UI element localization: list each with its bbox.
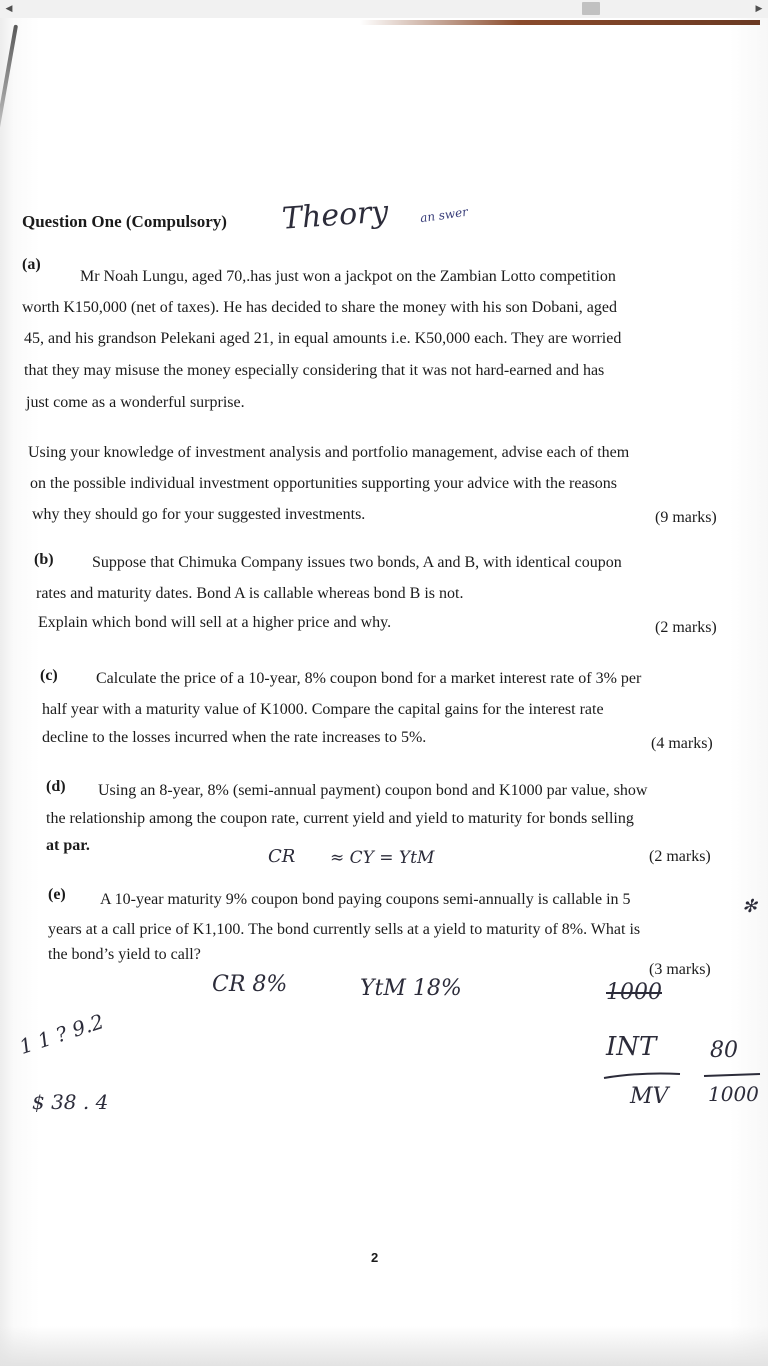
horizontal-scrollbar[interactable] [0,0,768,19]
part-a-marks: (9 marks) [655,509,717,526]
margin-mark: ✻ [742,896,758,917]
part-e-marks: (3 marks) [649,961,711,978]
part-b-marks: (2 marks) [655,619,717,636]
part-d-marks: (2 marks) [649,848,711,865]
handwritten-left-2: $ 38 . 4 [32,1090,109,1114]
handwritten-cr: CR [268,846,296,867]
part-e-line-2: years at a call price of K1,100. The bond currently sells at a yield to maturity of 8%. What is [48,921,641,938]
part-a-line-4: that they may misuse the money especially considering that it was not hard-earned and has [24,362,605,379]
part-d-line-2: the relationship among the coupon rate, current yield and yield to maturity for bonds selling [46,810,634,827]
part-a-para2-line-1: Using your knowledge of investment analysis and portfolio management, advise each of them [28,444,630,461]
part-b-line-3: Explain which bond will sell at a higher price and why. [38,614,392,631]
handwritten-theory: Theory [280,194,390,237]
handwritten-left-1: 1 1 ? 9.2 [16,1009,107,1059]
handwritten-ytm-18: YtM 18% [360,976,462,1001]
part-a-line-3: 45, and his grandson Pelekani aged 21, in equal amounts i.e. K50,000 each. They are worried [24,330,622,347]
staple-mark [0,25,18,140]
part-e-line-3: the bond’s yield to call? [48,946,201,963]
part-e-label: (e) [48,886,66,903]
part-d-line-3: at par. [46,837,90,854]
part-a-line-1: Mr Noah Lungu, aged 70,.has just won a jackpot on the Zambian Lotto competition [80,268,616,285]
paper-edge [360,20,760,25]
paper-bottom-shade [0,1326,768,1366]
fraction-lines [600,1068,768,1084]
part-c-marks: (4 marks) [651,735,713,752]
question-heading: Question One (Compulsory) [22,212,227,231]
part-b-label: (b) [34,551,54,568]
scrollbar-thumb[interactable] [582,2,600,15]
scroll-left-icon[interactable]: ◀ [5,4,13,14]
part-b-line-2: rates and maturity dates. Bond A is callable whereas bond B is not. [36,585,464,602]
part-b-line-1: Suppose that Chimuka Company issues two bonds, A and B, with identical coupon [92,554,622,571]
part-a-para2-line-2: on the possible individual investment opportunities supporting your advice with the reasons [30,475,618,492]
part-d-line-1: Using an 8-year, 8% (semi-annual payment) coupon bond and K1000 par value, show [98,782,648,799]
handwritten-int: INT [606,1032,657,1062]
handwritten-1000: 1000 [606,980,662,1005]
part-c-label: (c) [40,667,58,684]
scroll-right-icon[interactable]: ▶ [755,4,763,14]
exam-paper-photo [0,18,768,1366]
part-c-line-1: Calculate the price of a 10-year, 8% coupon bond for a market interest rate of 3% per [96,670,642,687]
page-number: 2 [371,1250,379,1265]
part-a-para2-line-3: why they should go for your suggested investments. [32,506,366,523]
handwritten-cy-ytm: ≈ CY = YtM [330,848,435,868]
handwritten-cr-8: CR 8% [212,972,288,997]
handwritten-int-value: 80 [710,1038,738,1063]
part-c-line-3: decline to the losses incurred when the rate increases to 5%. [42,729,427,746]
part-e-line-1: A 10-year maturity 9% coupon bond paying coupons semi-annually is callable in 5 [100,891,631,908]
part-c-line-2: half year with a maturity value of K1000. Compare the capital gains for the interest rate [42,701,604,718]
handwritten-mv-value: 1000 [708,1082,759,1106]
handwritten-mv: MV [630,1084,669,1109]
part-d-label: (d) [46,778,66,795]
part-a-label: (a) [22,256,41,273]
handwritten-answer-note: an swer [419,204,469,226]
part-a-line-5: just come as a wonderful surprise. [26,394,245,411]
part-a-line-2: worth K150,000 (net of taxes). He has decided to share the money with his son Dobani, aged [22,299,617,316]
